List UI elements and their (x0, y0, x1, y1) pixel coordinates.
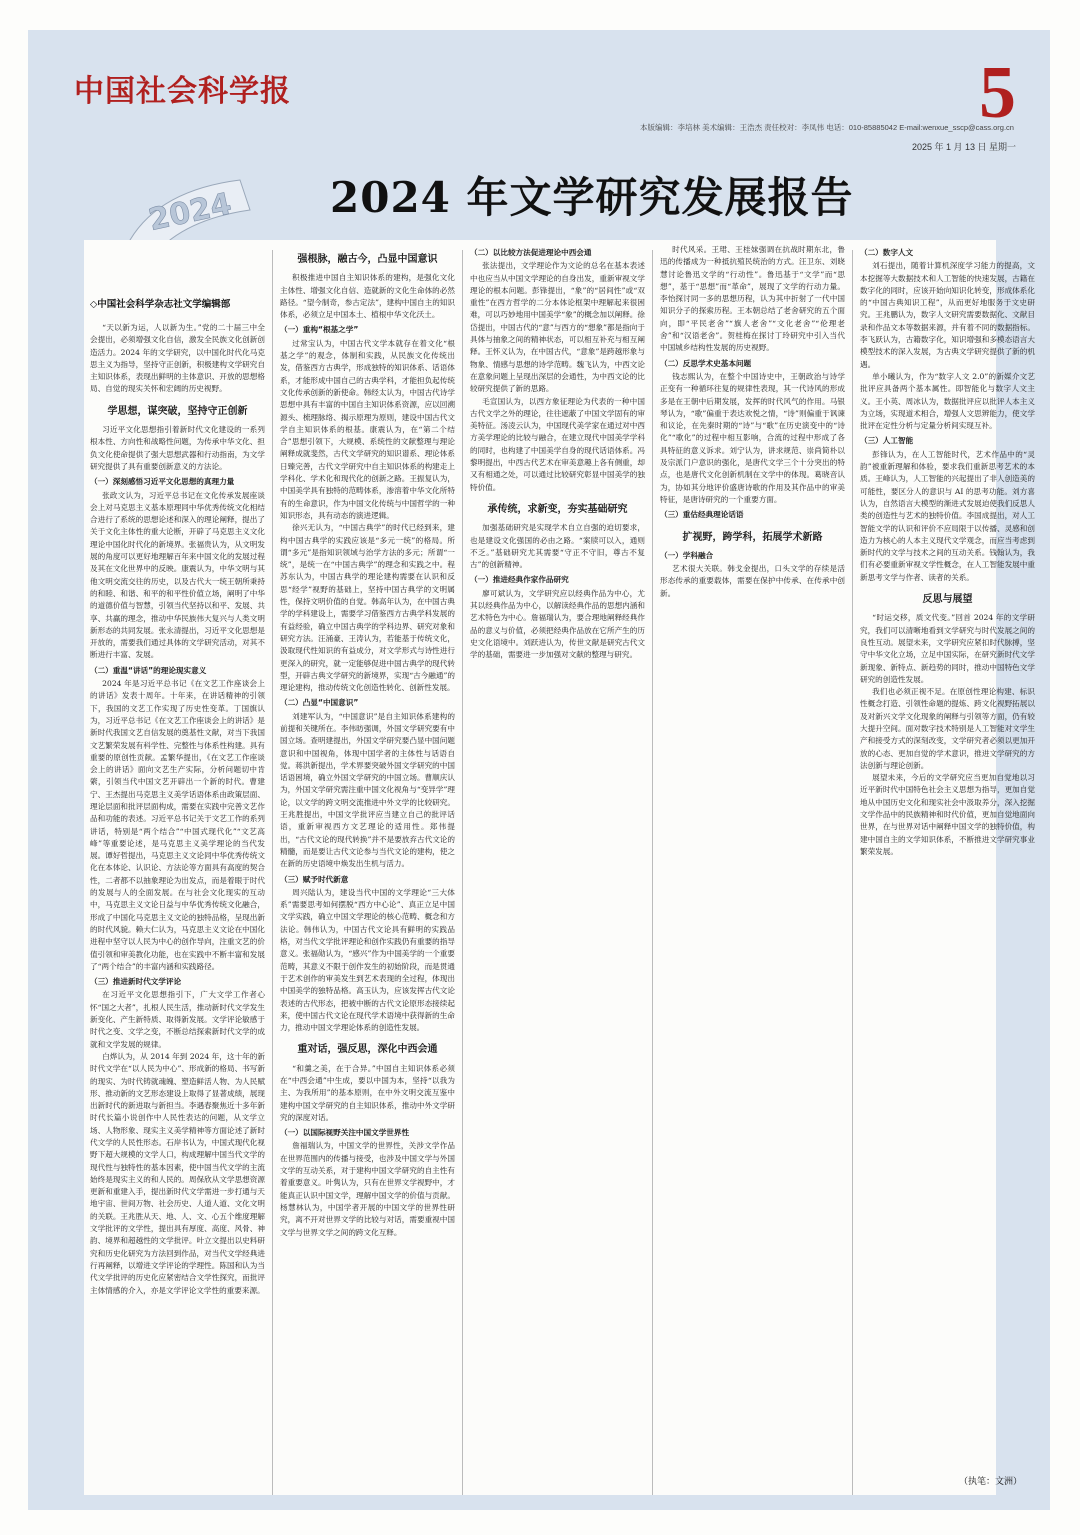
column-5 (860, 244, 1035, 1502)
column-2 (280, 244, 455, 1502)
column-4 (660, 244, 845, 1502)
paragraph: “和羹之美，在于合异。”中国自主知识体系必须在“中西会通”中生成，要以中国为本，坚持“以我为主、为我所用”的基本原则，在中外文明交流互鉴中建构中国文学研究的自主知识体系，推动中外文学研究的深度对话。 (280, 1063, 455, 1122)
section-heading: 学思想，谋突破，坚持守正创新 (107, 405, 248, 417)
subsection-heading: （二）数字人文 (860, 248, 914, 257)
issue-date: 2025 年 1 月 13 日 星期一 (911, 142, 1016, 152)
paragraph: 詹福瑞认为，中国文学的世界性，关涉文学作品在世界范围内的传播与接受，也涉及中国文学与外国文学的互动关系，对于建构中国文学研究的自主性有着重要意义。叶隽认为，只有在世界文学视野中，才能真正认识中国文学，理解中国文学的价值与贡献。杨慧林认为，中国学者开展的中国文学的世界性研究，离不开对世界文学的比较与对话，需要重视中国文学与世界文学之间的跨文化互释。 (280, 1141, 455, 1237)
subsection-heading: （二）以比较方法促进理论中西会通 (470, 248, 592, 257)
column-divider (852, 250, 853, 1495)
subsection-heading: （一）以国际视野关注中国文学世界性 (280, 1128, 410, 1138)
subsection-heading: （一）学科融合 (660, 550, 714, 560)
column-divider (652, 250, 653, 1495)
page-number: 5 (979, 52, 1016, 134)
paragraph: “时运交移，质文代变。”回首 2024 年的文学研究，我们可以清晰地看到文学研究与时代发展之间的良性互动。展望未来，文学研究应紧扣时代脉搏，坚守中华文化立场，立足中国实际，在研究新时代文学新现象、新特点、新趋势的同时，推动中国特色文学研究的创造性发展。 (860, 613, 1035, 684)
paragraph: 彭锋认为，在人工智能时代，艺术作品中的“灵韵”被重新理解和体验，要求我们重新思考艺术的本质。王峰认为，人工智能的兴起提出了非人创造美的可能性，要区分人的意识与 AI 的思考功能。刘方喜认为，自然语言大模型的渐进式发展迫使我们反思人类的创造性与艺术的独特价值。李国成提出，对人工智能文学的认识和评价不应局限于以传播、灵感和创造力为核心的人本主义现代文学观念，而应当考虑到新时代的文学与技术之间的互动关系。钱翰认为，我们有必要重新审视文学性概念，在人工智能发展中重新思考文学与作者、读者的关系。 (860, 449, 1035, 582)
paragraph: 廖可斌认为，文学研究应以经典作品为中心，尤其以经典作品为中心，以解读经典作品的思想内涵和艺术特色为中心。詹福瑞认为，要合理地阐释经典作品的意义与价值，必须把经典作品放在它所产生的历史文化语境中。刘跃进认为，传世文献是研究古代文学的基础，需要进一步加强对文献的整理与研究。 (470, 588, 645, 660)
paragraph: 徐兴无认为，“中国古典学”的时代已经到来，建构中国古典学的实践应该是“多元一统”的格局。所谓“多元”是指知识领域与治学方法的多元；所谓“一统”，是统一在“中国古典学”的理念和实践之中。程苏东认为，中国古典学的理论建构需要在认识和反思“经学”视野的基础上，坚持中国古典学的文明属性，保持文明价值的自觉。韩高年认为，在中国古典学的学科建设上，需要学习借鉴西方古典学科发展的有益经验，确立中国古典学的学科边界、研究对象和研究方法。汪涌豪、王涛认为，若能基于传统文化，汲取现代性知识的有益成分，对文学形式与诗性进行更深入的研究，就一定能够促进中国古典学的现代转型，开辟古典文学研究的新境界，实现“古今融通”的理论建构，推动传统文化创造性转化、创新性发展。 (280, 523, 455, 693)
paragraph: 刘建军认为，“中国意识”是自主知识体系建构的前提和关键所在。李伟昉强调，外国文学研究要有中国立场。查明建提出，外国文学研究要凸显中国问题意识和中国视角，体现中国学者的主体性与话语自觉。蒋洪新提出，学术界要突破外国文学研究的中国话语困境，确立外国文学研究的中国立场。曹顺庆认为，外国文学研究需注重中国文化视角与“变异学”理论，以文学的跨文明交流推进中外文学的比较研究。王兆胜提出，中国文学批评应当建立自己的批评话语，重新审视西方文艺理论的适用性。郑伟提出，“古代文论的现代转换”并不是要放弃古代文论的精髓，而是要让古代文论参与当代文论的建构，使之在新的历史语境中焕发出生机与活力。 (280, 711, 455, 869)
paragraph: 加强基础研究是实现学术自立自强的迫切要求，也是建设文化强国的必由之路。“案牍可以入，通则不乏。”基础研究尤其需要“守正不守旧，尊古不复古”的创新精神。 (470, 523, 645, 570)
paragraph: 过常宝认为，中国古代文学本就存在着文化“根基之学”的观念，体制和实践，从民族文化传统出发，借鉴西方古典学，形成独特的知识体系、话语体系，才能形成中国自己的古典学科，才能担负起传统文化传承创新的新使命。韩经太认为，中国古代诗学思想中具有丰富的中国自主知识体系资源，应以回溯源头、梳理脉络、揭示原理为原则，建设中国古代文学自主知识体系的根基。康震认为，在“第二个结合”思想引领下，大规模、系统性的文献整理与理论阐释成就斐然，古代文学研究的知识谱系、理论体系日臻完善，古代文学研究中自主知识体系的构建走上学科化、学术化和现代化的创新之路。王振复认为，中国美学具有独特的范畴体系，渗溶着中华文化所特有的生命意识，作为中国文化传统与中国哲学的一种知识形态，具有动态的演进逻辑。 (280, 338, 455, 520)
paragraph: 时代风采。王珺、王桂妹强调在抗战时期东北，鲁迅的传播成为一种抵抗殖民统治的方式。汪卫东、刘晓慧讨论鲁迅文学的“行动性”。鲁迅基于“文学”而“思想”，基于“思想”而“革命”，展现了文学的行动力量。李怡探讨同一多的思想历程，认为其中折射了一代中国知识分子的探索历程。王本朝总结了老舍研究的五个面向，即“平民老舍”“旗人老舍”“文化老舍”“伦理老舍”和“汉语老舍”。贺桂梅在探讨丁玲研究中引入当代中国城乡结构性发展的历史视野。 (660, 245, 845, 353)
paragraph: 艺术很大关联。韩戈金提出，口头文学的存续是活形态传承的重要载体，需要在保护中传承、在传承中创新。 (660, 564, 845, 598)
paragraph: 展望未来，今后的文学研究应当更加自觉地以习近平新时代中国特色社会主义思想为指导，更加自觉地从中国历史文化和现实社会中汲取养分，深入挖掘文学作品中的民族精神和时代价值，更加自觉地面向世界，在与世界对话中阐释中国文学的独特价值，构建中国自主的文学知识体系，不断推进文学研究事业繁荣发展。 (860, 773, 1035, 856)
paragraph: 张政文认为，习近平总书记在文化传承发展座谈会上对马克思主义基本原理同中华优秀传统文化相结合进行了系统的思想论述和深入的理论阐释，提出了关于文化主体性的重大论断，开辟了马克思主义文化理论中国化时代化的新境界。张福贵认为，从文明发展的角度可以更好地理解百年来中国文化的发展过程及其在文化世界中的反映。康震认为，中华文明与其他文明交流交往的历史，以及古代大一统王朝所秉持的和睦、和谐、和平的和平性价值立场，阐明了中华的道德价值与智慧，引领当代坚持以和平、发展、共享、共赢的理念，推动中华民族伟大复兴与人类文明新形态的共同发展。张永清提出，习近平文化思想是开放的，需要我们通过具体的文学研究活动，对其不断进行丰富、发展。 (90, 490, 265, 660)
section-heading: 反思与展望 (922, 594, 973, 606)
section-heading: 承传统，求新变，夯实基础研究 (487, 503, 628, 515)
subsection-heading: （三）赋予时代新意 (280, 874, 349, 884)
paragraph: 毛宣国认为，以西方象征理论为代表的一种中国古代文学之外的理论，往往遮蔽了中国文学固有的审美特征。汤凌云认为，中国现代美学家在通过对中西方美学理论的比较与融合，在建立现代中国美学学科的同时，也构建了中国美学自身的现代话语体系。冯黎明提出，中西古代艺术在审美意趣上各有侧重，却又有相通之处，可以通过比较研究彰显中国美学的独特价值。 (470, 396, 645, 492)
column-divider (272, 250, 273, 1495)
subsection-heading: （三）人工智能 (860, 436, 914, 446)
section-heading: 扩视野，跨学科，拓展学术新路 (682, 531, 823, 543)
section-heading: 强根脉，融古今，凸显中国意识 (297, 254, 438, 265)
subsection-heading: （二）重温“讲话”的理论现实意义 (90, 665, 207, 675)
paragraph: 张法提出，文学理论作为文论的总名在基本表述中也应当从中国文学理论的自身出发，重新审视文学理论的根本问题。彭锋提出，“象”的“居间性”或“双重性”在西方哲学的二分本体论框架中理解起来很困难，可以巧妙地用中国美学“象”的概念加以阐释。徐岱提出，中国古代的“意”与西方的“想象”都是指向于具体与抽象之间的精神状态，可以相互补充与相互阐释。王怀义认为，在中国古代，“意象”是跨越形象与物象、情感与思想的诗学范畴。魏飞认为，中西文论在意象问题上呈现出深层的会通性，为中西文论的比较研究提供了新的思路。 (470, 261, 645, 394)
column-3 (470, 244, 645, 1502)
paragraph: “天以新为运，人以新为生。”党的二十届三中全会提出，必须增强文化自信，激发全民族文化创新创造活力。2024 年的文学研究，以中国化时代化马克思主义为指导，坚持守正创新，积极建构文学研究自主知识体系，表现出鲜明的主体意识、开放的思想格局、自觉的现实关怀和宏阔的历史视野。 (90, 323, 265, 394)
section-heading: 重对话，强反思，深化中西会通 (297, 1044, 438, 1056)
paragraph: 我们也必须正视不足。在原创性理论构建、标识性概念打造、引领性命题的提炼、跨文化视野拓展以及对新兴文学文化现象的阐释与引领等方面，仍有较大提升空间。面对数字技术特别是人工智能对文学生产和接受方式的深刻改变，文学研究者必须以更加开放的心态、更加自觉的学术意识，推进文学研究的方法创新与理论创新。 (860, 687, 1035, 770)
paragraph: 单小曦认为，作为“数字人文 2.0”的新媒介文艺批评应具备两个基本属性。即智能化与数字人文主义。王小英、周冰认为，数据批评应以批评人本主义为立场，实现道术相合，增强人文思辨能力，使文学批评在定性分析与定量分析间实现互补。 (860, 371, 1035, 431)
subsection-heading: （三）推进新时代文学评论 (90, 977, 182, 987)
paragraph: 白烨认为，从 2014 年到 2024 年，这十年的新时代文学在“以人民为中心”、形成新的格局、书写新的现实、为时代铸就魂魄、塑造鲜活人物、为人民赋形、推动新的文艺形态建设上取得了显著成绩，展现出新时代的新进取与新担当。李遇春聚焦近十多年新时代长篇小说创作中人民性表达的问题，从文学立场、人物形象、现实主义美学精神等方面论述了新时代文学的人民性形态。石岸书认为，中国式现代化视野下超大规模的文学人口，构成理解中国当代文学的现代性与独特性的基本因素，使中国当代文学的主流始终是现实主义的和人民的。周保欣从文学思想资源更新和重建入手，提出新时代文学需进一步打通与天地宇宙、世间万物、社会历史、人道人道、文化文明的关联。王兆胜从天、地、人、文、心五个维度理解文学批评的文学性，提出具有厚度、高度、风骨、神韵、境界和超越性的文学批评。叶立文提出以史料研究和历史化研究为方法回到作品，对当代文学经典进行再阐释，以增进文学评论的学理性。陈国和认为当代文学批评的历史化应紧密结合文学性探究，而批评主体情感的介入，亦是文学评论文学性的重要来源。 (90, 1051, 265, 1295)
column-1 (90, 322, 265, 1502)
paragraph: 在习近平文化思想指引下，广大文学工作者心怀“国之大者”，扎根人民生活，推动新时代文学发生新变化、产生新特质、取得新发展。文学评论敏感于时代之变、文学之变，不断总结探索新时代文学的成就和文学发展的规律。 (90, 990, 265, 1049)
subsection-heading: （一）重构“根基之学” (280, 325, 359, 335)
editor-credits: 本版编辑：李培林 美术编辑：王浩杰 责任校对：李凤伟 电话：010-85885042 E-mail:wenxue_sscp@cass.org.cn (640, 123, 1014, 132)
page-header (34, 36, 1044, 156)
newspaper-masthead: 中国社会科学报 (74, 74, 291, 109)
paragraph: 钱志熙认为，在整个中国诗史中，王朝政治与诗学正变有一种循环往复的规律性表现，其一代诗风的形成多是在王朝中后期发展，发挥的时代风气的作用。马银琴认为，“歌”偏重于表达欢悦之情，“诗”则偏重于讽谏和议论，在先秦时期的“诗”与“歌”在历史演变中的“诗化”“歌化”的过程中相互影响，合流的过程中形成了各具特征的意义诉求。刘宁认为，讲求规范、崇尚简朴以及宗派门户意识的强化，是唐代文学三个十分突出的特点，也是唐代文化创新机制在文学中的体现。葛晓音认为，协如其分地评价盛唐诗歌的作用及其作品中的审美特征，是唐诗研究的一个重要方面。 (660, 371, 845, 504)
paragraph: 周兴陆认为，建设当代中国的文学理论“三大体系”需要思考如何摆脱“西方中心论”、真正立足中国文学实践，确立中国文学理论的核心范畴、概念和方法论。韩伟认为，中国古代文论具有鲜明的实践品格，对当代文学批评理论和创作实践仍有重要的指导意义。张福勋认为，“感兴”作为中国美学的一个重要范畴，其意义不限于创作发生的初始阶段，而是贯通于艺术创作的审美发生到艺术表现的全过程，体现出中国美学的独特品格。高玉认为，应该发挥古代文论表述的古代形态，把被中断的古代文论原形态接续起来，使中国古代文论在现代学术语境中获得新的生命力，推动中国文学理论体系的创造性发展。 (280, 887, 455, 1033)
column-divider (462, 250, 463, 1495)
author-byline: ◇中国社会科学杂志社文学编辑部 (90, 299, 231, 310)
paragraph: 刘石提出，随着计算机深度学习能力的提高，文本挖掘等大数据技术和人工智能的快速发展，古籍在数字化的同时，应该开始向知识化转变，形成体系化的“中国古典知识工程”，从而更好地服务于文史研究。王兆鹏认为，数字人文研究需要数据化、文献目录和作品文本等数据来源，并有着不同的数据指标。李飞跃认为，古籍数字化，知识增强和多模态语言大模型技术的深入发展，为古典文学研究提供了新的机遇。 (860, 261, 1035, 369)
subsection-heading: （二）凸显“中国意识” (280, 698, 359, 708)
paragraph: 积极推进中国自主知识体系的建构，是强化文化主体性、增强文化自信、造就新的文化生命体的必然路径。“望今制奇，参古定法”，建构中国自主的知识体系，必须立足中国本土、植根中华文化沃土。 (280, 273, 455, 320)
subsection-heading: （一）推进经典作家作品研究 (470, 575, 569, 585)
subsection-heading: （一）深刻感悟习近平文化思想的真理力量 (90, 477, 235, 487)
author-signature: （执笔：文洲） (958, 1477, 1022, 1487)
deco-2024-label: 2024 (145, 186, 235, 239)
article-title: 2024 年文学研究发展报告 (330, 173, 854, 222)
subsection-heading: （二）反思学术史基本问题 (660, 358, 752, 368)
paragraph: 2024 年是习近平总书记《在文艺工作座谈会上的讲话》发表十周年。十年来，在讲话精神的引领下，我国的文艺工作实现了历史性变革。丁国旗认为，习近平总书记《在文艺工作座谈会上的讲话》是新时代我国文艺自信发展的奠基性文献，对当下我国文艺繁荣发展有科学性、完整性与体系性构建。具有重要的原创性贡献。孟繁华提出，《在文艺工作座谈会上的讲话》面向文艺生产实际，分析问题切中肯綮，引领当代中国文艺开辟出一个新的时代。曹建宁、王杰提出马克思主义美学话语体系由政策层面、理论层面和批评层面构成，需要在实践中完善文艺作品和功能的表述。习近平总书记关于文艺工作的系列讲话，特别是“两个结合”“中国式现代化”“文艺高峰”等重要论述，是马克思主义美学理论的当代发展。谭好哲提出，马克思主义文论同中华优秀传统文化在本体论、认识论、方法论等方面具有高度的契合性，二者都不以抽象理论为出发点，而是着眼于时代的发展与人的全面发展。在与社会文化现实的互动中，马克思主义文论日益与中华优秀传统文化融合，形成了中国化马克思主义文论的独特品格，呈现出新的时代风貌。赖大仁认为，马克思主义文论在中国化进程中坚守以人民为中心的创作导向，注重文艺的价值引领和审美教化功能，也在实践中不断丰富和发展了“两个结合”的丰富内涵和实践路径。 (90, 679, 265, 971)
paragraph: 习近平文化思想指引着新时代文化建设的一系列根本性、方向性和战略性问题，为传承中华文化、担负文化使命提供了强大思想武器和行动指南，为文学研究提供了具有重要创新意义的方法论。 (90, 425, 265, 471)
subsection-heading: （三）重估经典理论话语 (660, 510, 744, 520)
